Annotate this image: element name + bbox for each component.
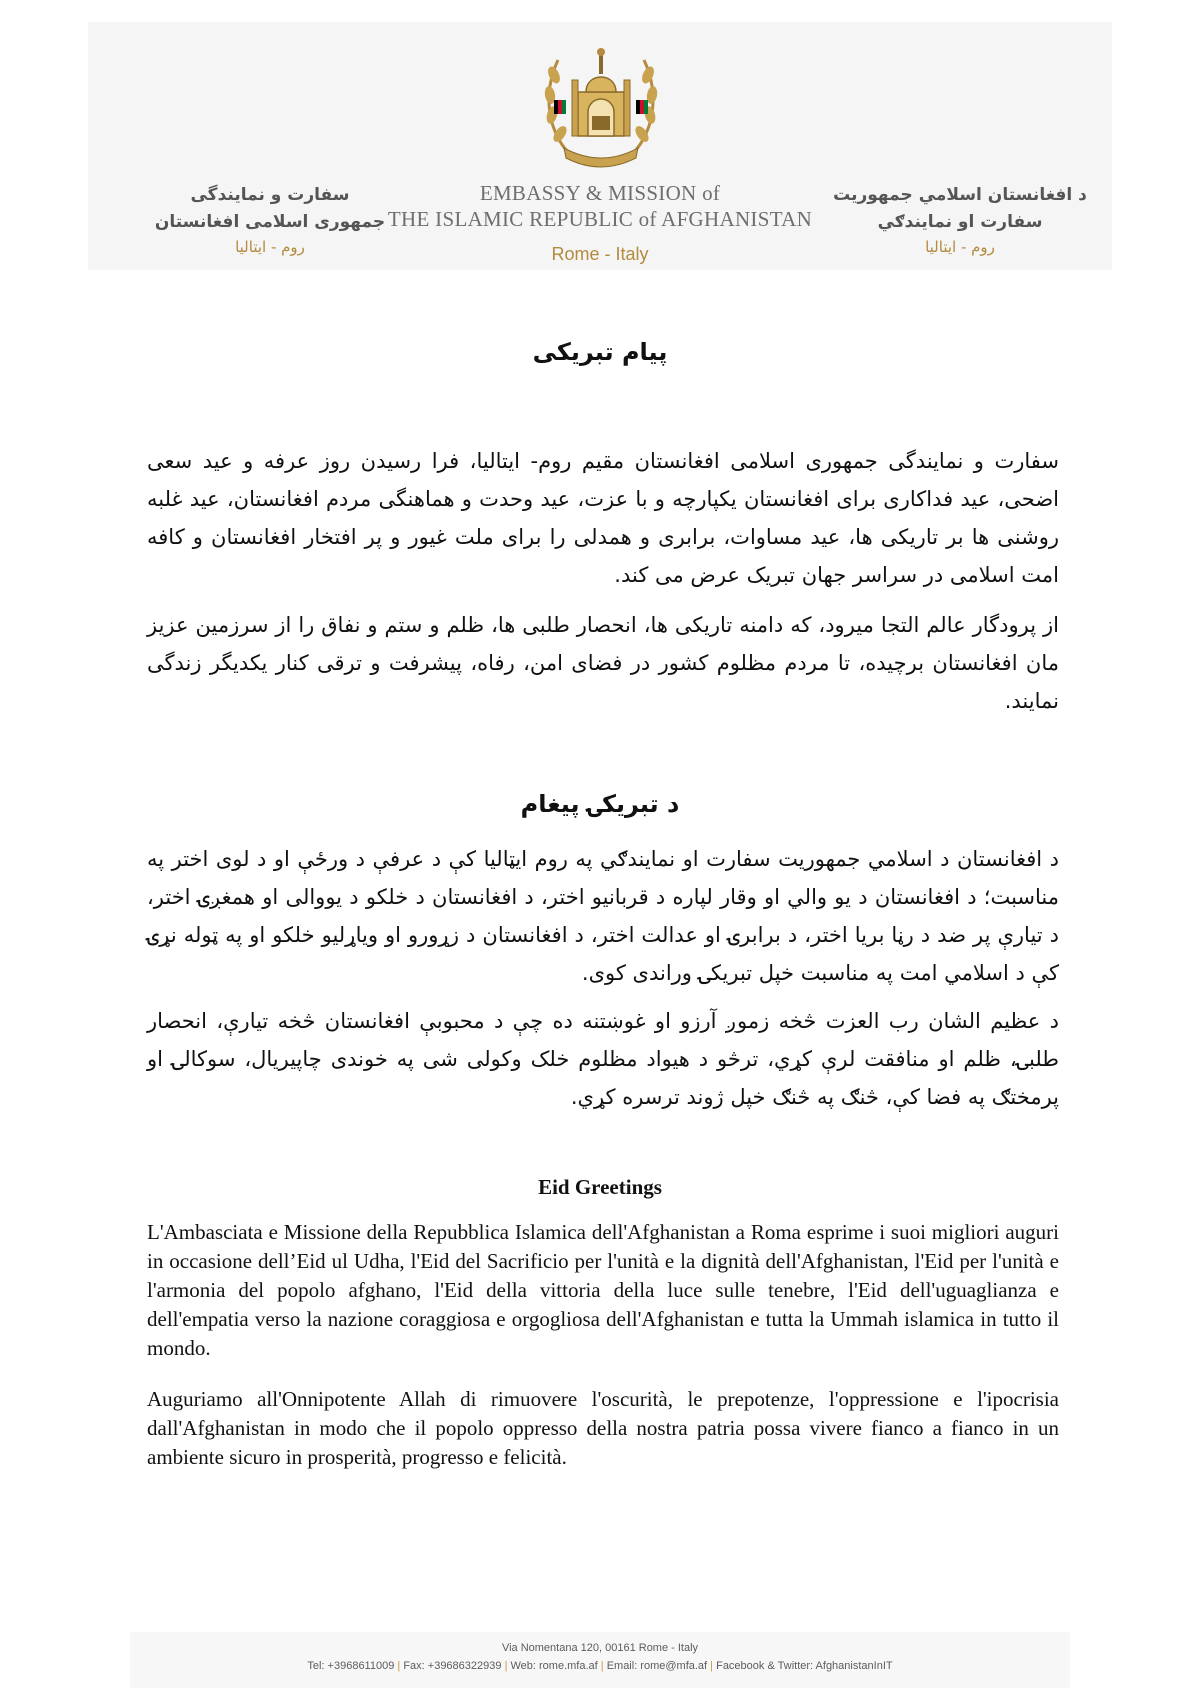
italian-paragraph-2: Auguriamo all'Onnipotente Allah di rimuovere l'oscurità, le prepotenze, l'oppressione e l'ipocrisia dall'Afghanistan in modo che il popolo oppresso della nostra patria possa vivere fianco a fianco in un ambiente sicuro in prosperità, progresso e felicità. [147, 1387, 1059, 1469]
italian-paragraph-1: L'Ambasciata e Missione della Repubblica Islamica dell'Afghanistan a Roma esprime i suoi migliori auguri in occasione dell’Eid ul Udha, l'Eid del Sacrificio per l'unità e la dignità dell'Afghanistan, l'Eid per l'unità e l'armonia del popolo afghano, l'Eid della vittoria della luce sulle tenebre, l'Eid dell'uguaglianza e dell'empatia verso la nazione coraggiosa e orgogliosa dell'Afghanistan e tutta la Ummah islamica in tutto il mondo. [147, 1220, 1059, 1360]
letterhead-pashto [830, 182, 1090, 256]
footer-fax: Fax: +39686322939 [403, 1660, 502, 1672]
dari-title: پیام تبریکی [532, 338, 668, 366]
footer-email: Email: rome@mfa.af [606, 1660, 708, 1672]
pashto-paragraph-2: د عظیم الشان رب العزت څخه زموږ آرزو او غوښتنه ده چې د محبوبې افغانستان څخه تیارې، انحصار طلبۍ، ظلم او منافقت لرې کړي، ترڅو د هیواد مظلوم خلک وکولی شی په خوندی چاپیریال، سوکالۍ او پرمختګ په فضا کې، څنګ په څنګ خپل ژوند ترسره کړي. [147, 1009, 1059, 1109]
letterhead-pashto-line2: سفارت او نمایندګي [877, 212, 1043, 232]
italian-title: Eid Greetings [538, 1175, 662, 1199]
afghanistan-emblem-icon [536, 30, 666, 180]
footer-separator: | [504, 1660, 508, 1672]
letterhead-english-line1: EMBASSY & MISSION of [479, 181, 721, 205]
footer-contacts [130, 1660, 1070, 1672]
dari-paragraph-2: از پرودگار عالم التجا میرود، که دامنه تاریکی ها، انحصار طلبی ها، ظلم و ستم و نفاق را از سرزمین عزیز مان افغانستان برچیده، تا مردم مظلوم کشور در فضای امن، رفاه، پیشرفت و ترقی کنار یکدیگر زندگی نمایند. [147, 613, 1059, 713]
letterhead-dari-line2: جمهوری اسلامی افغانستان [154, 212, 386, 232]
letterhead-english-line2: THE ISLAMIC REPUBLIC of AFGHANISTAN [387, 207, 813, 231]
letterhead-pashto-line1: د افغانستان اسلامي جمهوریت [833, 185, 1087, 205]
pashto-title: د تبریکۍ پیغام [520, 790, 680, 818]
pashto-paragraph-1: د افغانستان د اسلامي جمهوریت سفارت او نمایندګي په روم ایټالیا کې د عرفې د ورځې او د لوی اختر په مناسبت؛ د افغانستان د یو والي او وقار لپاره د قربانیو اختر، د افغانستان د خلکو د یووالی او همغږۍ اختر، د تیارې پر ضد د رڼا بریا اختر، د برابرۍ او عدالت اختر، د افغانستان د زړورو او ویاړلیو خلکو او په ټوله نړۍ کې د اسلامي امت په مناسبت خپل تبریکۍ وراندی کوی. [147, 847, 1059, 985]
letterhead-english [360, 180, 840, 265]
letterhead-dari-city: روم - ایتالیا [235, 238, 305, 256]
footer-social: Facebook & Twitter: AfghanistanInIT [716, 1660, 893, 1672]
letterhead-pashto-city: روم - ایتالیا [925, 238, 995, 256]
footer-separator: | [397, 1660, 401, 1672]
footer-separator: | [600, 1660, 604, 1672]
footer [130, 1632, 1070, 1688]
dari-paragraph-1: سفارت و نمایندگی جمهوری اسلامی افغانستان مقیم روم- ایتالیا، فرا رسیدن روز عرفه و عید سعی اضحی، عید فداکاری برای افغانستان یکپارچه و با عزت، عید وحدت و هماهنگی مردم افغانستان، عید غلبه روشنی ها بر تاریکی ها، عید مساوات، برابری و همدلی را برای ملت غیور و پر افتخار افغانستان و کافه امت اسلامی در سراسر جهان تبریک عرض می کند. [147, 449, 1059, 587]
letterhead-english-city: Rome - Italy [551, 244, 649, 264]
footer-separator: | [710, 1660, 714, 1672]
footer-tel: Tel: +3968611009 [307, 1660, 395, 1672]
letterhead-dari-line1: سفارت و نمایندگی [190, 185, 350, 205]
footer-web: Web: rome.mfa.af [510, 1660, 598, 1672]
footer-address: Via Nomentana 120, 00161 Rome - Italy [501, 1642, 699, 1654]
